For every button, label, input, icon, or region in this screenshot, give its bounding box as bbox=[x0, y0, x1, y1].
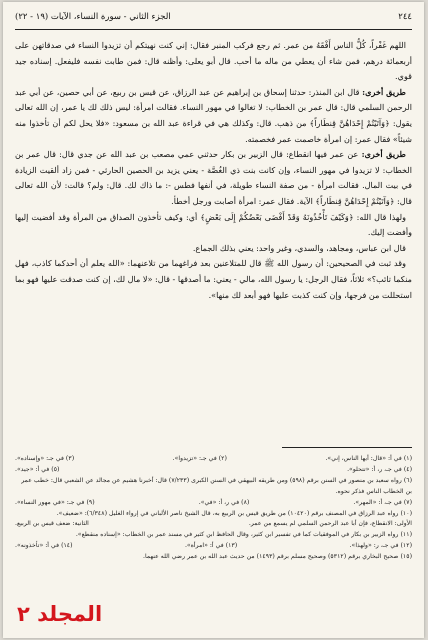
footnote: (٩) في جـ: «في مهور النساء». bbox=[15, 498, 95, 506]
paragraph-5 bbox=[15, 241, 412, 257]
paragraph-2 bbox=[15, 85, 412, 147]
footnote: (١٣) في أ: «امرأة». bbox=[184, 542, 238, 550]
footnote-row bbox=[15, 465, 412, 476]
footnote-row bbox=[15, 509, 412, 520]
footnote-row bbox=[15, 530, 412, 541]
footnote: (١٢) في جـ، ر: «ولهذا». bbox=[349, 542, 412, 550]
footnote-row bbox=[15, 552, 412, 563]
footnote-row bbox=[15, 498, 412, 509]
footnote-row bbox=[15, 541, 412, 552]
paragraph-1 bbox=[15, 38, 412, 85]
footnote-row bbox=[15, 476, 412, 498]
footnote: الأولى: الانقطاع، فإن أبا عبد الرحمن السلمي لم يسمع من عمر. bbox=[248, 520, 412, 528]
footnote: الثانية: ضعف قيس بن الربيع. bbox=[15, 520, 89, 528]
footnote-row bbox=[15, 454, 412, 465]
footnote: (٥) في أ: «جيد». bbox=[15, 465, 60, 473]
paragraph-text: اللهم غَفْراً، كُلُّ الناس أَفْقَهُ من عمر. ثم رجع فركب المنبر فقال: إني كنت نهيتكم أن تزيدوا النساء في صدقاتهن على أربعمائة درهم، فمن شاء أن يعطي من ماله ما أحب. قال أبو يعلى: وأظنه قال: فمن طابت نفسه فليفعل. إسناده جيد قوي. bbox=[15, 40, 412, 82]
paragraph-text: ولهذا قال الله: ﴿وَكَيْفَ تَأْخُذُونَهُ وَقَدْ أَفْضَى بَعْضُكُمْ إِلَى بَعْضٍ﴾ أي: وكيف تأخذون الصداق من المرأة وقد أفضيت إليها وأفضت إليك. bbox=[15, 211, 412, 238]
footnote: (٨) في ر، أ: «في». bbox=[198, 498, 250, 506]
paragraph-4 bbox=[15, 210, 412, 241]
footnote: (١٥) صحيح البخاري برقم (٥٣١٢) وصحيح مسلم برقم (١٤٩٣) من حديث عبد الله بن عمر رضي الله عنهما. bbox=[142, 553, 412, 561]
footnote: (٧) في جـ، أ: «المهر». bbox=[353, 498, 412, 506]
footnote-divider bbox=[282, 447, 412, 448]
paragraph-text: عن عمر فيها انقطاع: قال الزبير بن بكار حدثني عمي مصعب بن عبد الله عن جدي قال: قال عمر بن الخطاب: لا تزيدوا في مهور النساء، وإن كانت بنت ذي الغُصَّة - يعني يزيد بن الحصين الحارثي - فمن زاد ألقيت الزيادة في بيت المال. فقالت امرأة - من صفة النساء طويلة، في أنفها فطس -: ما ذاك لك. قال: ولم؟ قالت: لأن الله تعالى قال: ﴿وَآتَيْتُمْ إِحْدَاهُنَّ قِنطَاراً﴾ الآية. فقال عمر: امرأة أصابت ورجل أخطأ. bbox=[15, 149, 412, 206]
footnotes bbox=[15, 454, 412, 563]
footnote: (١٠) رواه عبد الرزاق في المصنف برقم (١٠٤٢٠) من طريق قيس بن الربيع به، قال الشيخ ناصر الألباني في إرواء الغليل (٦/٣٤٨): «ضعيف». bbox=[56, 509, 412, 517]
running-title: الجزء الثاني - سورة النساء، الآيات (١٩ - ٢٢) bbox=[15, 12, 171, 22]
paragraph-text: قال ابن المنذر: حدثنا إسحاق بن إبراهيم عن عبد الرزاق، عن قيس بن ربيع، عن أبي حصين، عن أبي عبد الرحمن السلمي قال: قال عمر بن الخطاب: لا تغالوا في مهور النساء. فقالت امرأة: ليس ذلك لك يا عمر، إن الله تعالى يقول: ﴿وَآتَيْتُمْ إِحْدَاهُنَّ قِنطَاراً﴾ من ذهب. قال: وكذلك هي في قراءة عبد الله بن مسعود: «فلا يحل لكم أن تأخذوا منه شيئاً» فقال عمر: إن امرأة خاصمت عمر فخصمته. bbox=[15, 86, 412, 144]
main-text bbox=[15, 38, 412, 303]
footnote: (١) في أ: «قال: أيها الناس، إني». bbox=[325, 455, 412, 462]
paragraph-3 bbox=[15, 147, 412, 209]
page-number: ٢٤٤ bbox=[398, 12, 412, 22]
paragraph-label: طريق أخرى: bbox=[362, 86, 406, 97]
footnote: (٢) في جـ: «تزيدوا». bbox=[172, 455, 227, 462]
page-header bbox=[15, 12, 412, 22]
book-page bbox=[3, 2, 424, 638]
paragraph-6 bbox=[15, 256, 412, 303]
paragraph-text: قال ابن عباس، ومجاهد، والسدي، وغير واحد: يعني بذلك الجماع. bbox=[192, 242, 406, 253]
footnote: (١٤) في أ: «تأخذونه». bbox=[15, 542, 73, 550]
footnote: (٤) في جـ، ر، أ: «تتحلو». bbox=[347, 465, 412, 473]
paragraph-text: وقد ثبت في الصحيحين: أن رسول الله ﷺ قال للمتلاعنين بعد فراغهما من تلاعنهما: «الله يعلم أن أحدكما كاذب، فهل منكما تائب؟» ثلاثاً، فقال الرجل: يا رسول الله، مالي - يعني: ما أصدقها - قال: «لا مال لك، إن كنت صدقت عليها فهو بما استحللت من فرجها، وإن كنت كذبت عليها فهو أبعد لك منها». bbox=[15, 258, 412, 300]
header-divider bbox=[15, 29, 412, 30]
footnote: (٣) في جـ: «وإسناده». bbox=[15, 455, 75, 462]
footnote-row bbox=[15, 519, 412, 530]
footnote: (٦) رواه سعيد بن منصور في السنن برقم (٥٩٨) ومن طريقه البيهقي في السنن الكبرى (٧/٢٣٣) قال: أخبرنا هشيم عن مجالد عن الشعبي قال: خطب عمر بن الخطاب الناس فذكر نحوه. bbox=[21, 476, 412, 495]
paragraph-label: طريق أخرى: bbox=[361, 149, 406, 160]
footnote: (١١) رواه الزبير بن بكار في الموفقيات كما في تفسير ابن كثير، وقال الحافظ ابن كثير في مسند عمر بن الخطاب: «إسناده منقطع». bbox=[75, 531, 412, 539]
volume-stamp: المجلد ٢ bbox=[17, 602, 103, 626]
